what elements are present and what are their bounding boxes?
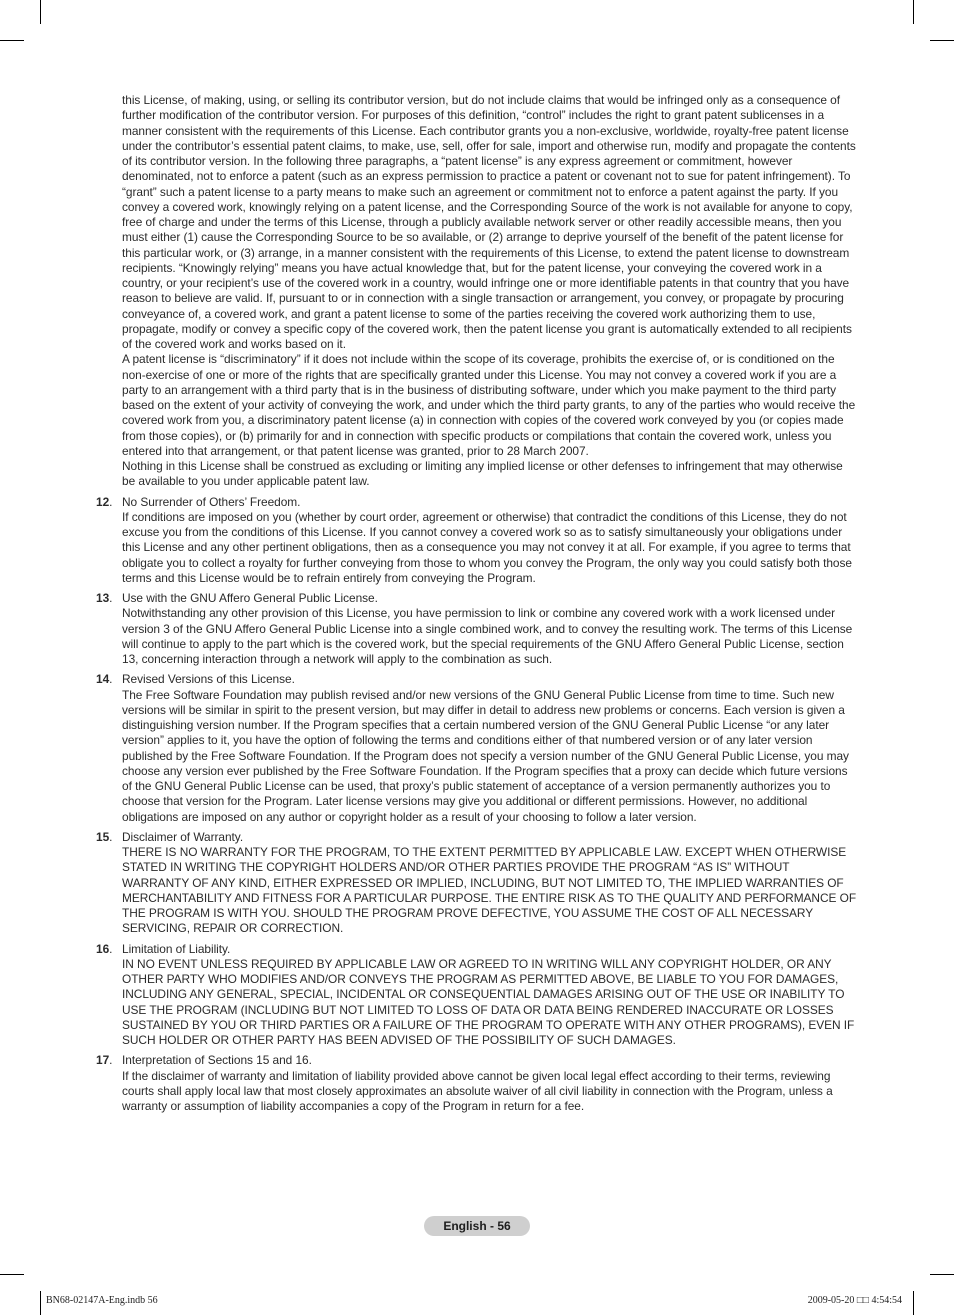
section-title: Limitation of Liability.: [122, 941, 231, 956]
crop-mark-top-left-horizontal: [0, 40, 24, 41]
section-title: Interpretation of Sections 15 and 16.: [122, 1053, 312, 1068]
section-15: [96, 830, 858, 937]
section-title: Revised Versions of this License.: [122, 672, 295, 687]
section-body: If conditions are imposed on you (whether by court order, agreement or otherwise) that contradict the conditions of this License, they do not excuse you from the conditions of this License. If you cannot convey a covered work so as to satisfy simultaneously your obligations under this License and any other pertinent obligations, then as a consequence you may not convey it at all. For example, if you agree to terms that obligate you to collect a royalty for further conveying from those to whom you convey the Program, the only way you could satisfy both those terms and this License would be to refrain entirely from conveying the Program.: [122, 509, 852, 585]
crop-mark-bottom-right-vertical: [913, 1291, 914, 1315]
print-slug-datetime: 2009-05-20 □□ 4:54:54: [807, 1295, 902, 1306]
paragraph: Nothing in this License shall be construed as excluding or limiting any implied license or other defenses to infringement that may otherwise be available to you under applicable patent law.: [122, 459, 843, 489]
paragraph: A patent license is “discriminatory” if it does not include within the scope of its coverage, prohibits the exercise of, or is conditioned on the non-exercise of one or more of the rights that are specifically granted under this License. You may not convey a covered work if you are a party to an arrangement with a third party that is in the business of distributing software, under which you make payment to the third party based on the extent of your activity of conveying the work, and under which the third party grants, to any of the parties who would receive the covered work from you, a discriminatory patent license (a) in connection with copies of the covered work conveyed by you (or copies made from those copies), or (b) primarily for and in connection with specific products or compilations that contain the covered work, unless you entered into that arrangement, or that patent license was granted, prior to 28 March 2007.: [122, 352, 856, 458]
section-number: 15 .: [96, 830, 112, 845]
section-13: [96, 591, 858, 667]
section-number: 17 .: [96, 1053, 112, 1068]
section-body: The Free Software Foundation may publish revised and/or new versions of the GNU General Public License from time to time. Such new versions will be similar in spirit to the present version, but may differ in detail to address new problems or concerns. Each version is given a distinguishing version number. If the Program specifies that a certain numbered version of the GNU General Public License “or any later version” applies to it, you have the option of following the terms and conditions either of that numbered version or of any later version published by the Free Software Foundation. If the Program does not specify a version number of the GNU General Public License, you may choose any version ever published by the Free Software Foundation. If the Program specifies that a proxy can decide which future versions of the GNU General Public License can be used, that proxy’s public statement of acceptance of a version permanently authorizes you to choose that version for the Program. Later license versions may give you additional or different permissions. However, no additional obligations are imposed on any author or copyright holder as a result of your choosing to follow a later version.: [122, 687, 849, 824]
crop-mark-bottom-right-horizontal: [930, 1274, 954, 1275]
print-slug-file: BN68-02147A-Eng.indb 56: [46, 1295, 158, 1306]
crop-mark-bottom-left-vertical: [40, 1291, 41, 1315]
section-16: [96, 942, 858, 1049]
page-number-badge: English - 56: [424, 1216, 530, 1236]
crop-mark-top-right-vertical: [913, 0, 914, 24]
section-body: If the disclaimer of warranty and limitation of liability provided above cannot be given local legal effect according to their terms, reviewing courts shall apply local law that most closely approximates an absolute waiver of all civil liability in connection with the Program, unless a warranty or assumption of liability accompanies a copy of the Program in return for a fee.: [122, 1068, 833, 1113]
section-17: [96, 1053, 858, 1114]
section-body: THERE IS NO WARRANTY FOR THE PROGRAM, TO THE EXTENT PERMITTED BY APPLICABLE LAW. EXCEPT WHEN OTHERWISE STATED IN WRITING THE COPYRIGHT HOLDERS AND/OR OTHER PARTIES PROVIDE THE PROGRAM “AS IS” WITHOUT WARRANTY OF ANY KIND, EITHER EXPRESSED OR IMPLIED, INCLUDING, BUT NOT LIMITED TO, THE IMPLIED WARRANTIES OF MERCHANTABILITY AND FITNESS FOR A PARTICULAR PURPOSE. THE ENTIRE RISK AS TO THE QUALITY AND PERFORMANCE OF THE PROGRAM IS WITH YOU. SHOULD THE PROGRAM PROVE DEFECTIVE, YOU ASSUME THE COST OF ALL NECESSARY SERVICING, REPAIR OR CORRECTION.: [122, 845, 857, 936]
section-body: IN NO EVENT UNLESS REQUIRED BY APPLICABLE LAW OR AGREED TO IN WRITING WILL ANY COPYRIGHT HOLDER, OR ANY OTHER PARTY WHO MODIFIES AND/OR CONVEYS THE PROGRAM AS PERMITTED ABOVE, BE LIABLE TO YOU FOR DAMAGES, INCLUDING ANY GENERAL, SPECIAL, INCIDENTAL OR CONSEQUENTIAL DAMAGES ARISING OUT OF THE USE OR INABILITY TO USE THE PROGRAM (INCLUDING BUT NOT LIMITED TO LOSS OF DATA OR DATA BEING RENDERED INACCURATE OR LOSSES SUSTAINED BY YOU OR THIRD PARTIES OR A FAILURE OF THE PROGRAM TO OPERATE WITH ANY OTHER PROGRAMS), EVEN IF SUCH HOLDER OR OTHER PARTY HAS BEEN ADVISED OF THE POSSIBILITY OF SUCH DAMAGES.: [122, 956, 855, 1047]
section-12: [96, 495, 858, 587]
section-title: Use with the GNU Affero General Public License.: [122, 591, 378, 605]
section-number: 14 .: [96, 672, 112, 687]
crop-mark-bottom-left-horizontal: [0, 1274, 24, 1275]
section-number: 16 .: [96, 942, 112, 957]
section-number: 13 .: [96, 591, 112, 606]
section-title: No Surrender of Others’ Freedom.: [122, 494, 301, 509]
paragraph: this License, of making, using, or selling its contributor version, but do not include claims that would be infringed only as a consequence of further modification of the contributor version. For purposes of this definition, “control” includes the right to grant patent sublicenses in a manner consistent with the requirements of this License. Each contributor grants you a non-exclusive, worldwide, royalty-free patent license under the contributor’s essential patent claims, to make, use, sell, offer for sale, import and otherwise run, modify and propagate the contents of its contributor version. In the following three paragraphs, a “patent license” is any express agreement or commitment, however denominated, not to enforce a patent (such as an express permission to practice a patent or covenant not to sue for patent infringement). To “grant” such a patent license to a party means to make such an agreement or commitment not to enforce a patent against the party. If you convey a covered work, knowingly relying on a patent license, and the Corresponding Source of the work is not available for anyone to copy, free of charge and under the terms of this License, through a publicly available network server or other readily accessible means, then you must either (1) cause the Corresponding Source to be so available, or (2) arrange to deprive yourself of the benefit of the patent license for this particular work, or (3) arrange, in a manner consistent with the requirements of this License, to extend the patent license to downstream recipients. “Knowingly relying” means you have actual knowledge that, but for the patent license, your conveying the covered work in a country, or your recipient’s use of the covered work in a country, would infringe one or more identifiable patents in that country that you have reason to believe are valid. If, pursuant to or in connection with a single transaction or arrangement, you convey, or propagate by procuring conveyance of, a covered work, and grant a patent license to some of the parties receiving the covered work authorizing them to use, propagate, modify or convey a specific copy of the covered work, then the patent license you grant is automatically extended to all recipients of the covered work and works based on it.: [122, 93, 856, 351]
section-14: [96, 672, 858, 825]
section-body: Notwithstanding any other provision of this License, you have permission to link or combine any covered work with a work licensed under version 3 of the GNU Affero General Public License into a single combined work, and to convey the resulting work. The terms of this License will continue to apply to the part which is the covered work, but the special requirements of the GNU Affero General Public License, section 13, concerning interaction through a network will apply to the combination as such.: [122, 606, 853, 666]
crop-mark-top-left-vertical: [40, 0, 41, 24]
license-text: [96, 93, 858, 1114]
crop-mark-top-right-horizontal: [930, 40, 954, 41]
section-11-continuation: [96, 93, 858, 490]
section-number: 12 .: [96, 495, 112, 510]
section-title: Disclaimer of Warranty.: [122, 829, 244, 844]
